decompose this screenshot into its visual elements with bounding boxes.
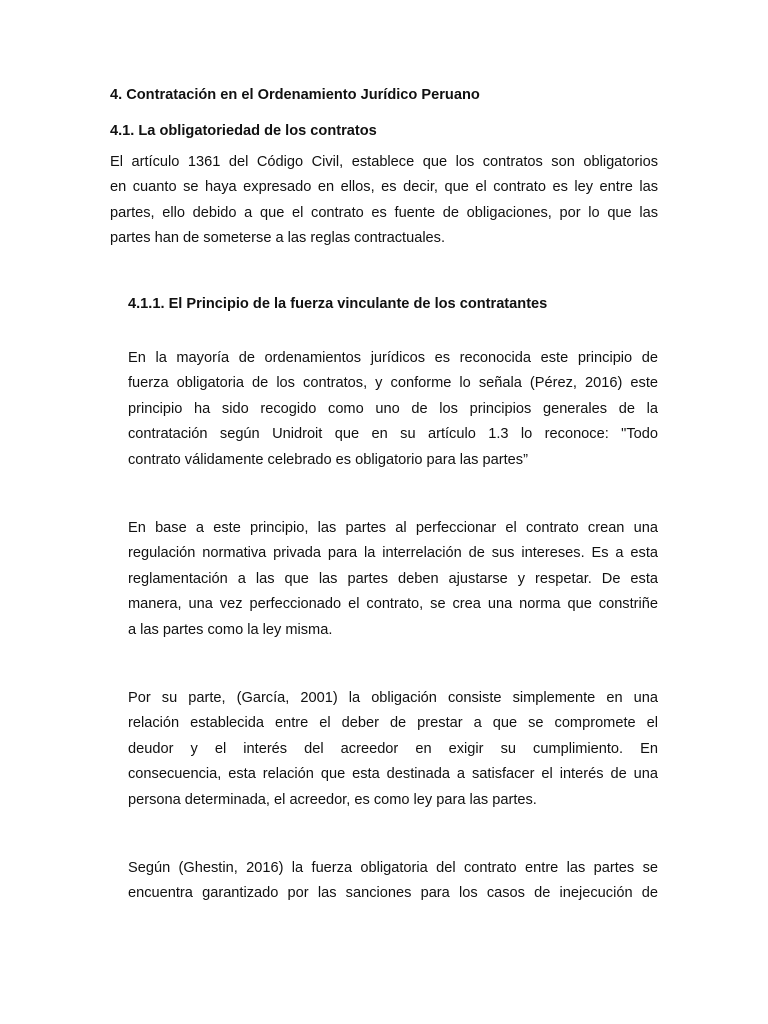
paragraph-obligatoriedad — [110, 150, 658, 252]
text-line: contratación según Unidroit que en su artículo 1.3 lo reconoce: "Todo — [128, 426, 658, 443]
paragraph-base-principio — [128, 516, 658, 643]
text-line: Por su parte, (García, 2001) la obligación consiste simplemente en una — [128, 690, 658, 706]
text-line: En la mayoría de ordenamientos jurídicos es reconocida este principio de — [128, 350, 658, 366]
text-line: consecuencia, esta relación que esta destinada a satisfacer el interés de una — [128, 766, 658, 783]
subsubsection-heading: 4.1.1. El Principio de la fuerza vinculante de los contratantes — [128, 296, 548, 312]
text-line: En base a este principio, las partes al perfeccionar el contrato crean una — [128, 520, 658, 536]
text-line: contrato válidamente celebrado es obligatorio para las partes” — [128, 451, 528, 468]
section-heading: 4. Contratación en el Ordenamiento Jurídico Peruano — [110, 87, 480, 103]
text-line: manera, una vez perfeccionado el contrato, se crea una norma que constriñe — [128, 596, 658, 613]
text-line: encuentra garantizado por las sanciones para los casos de inejecución de — [128, 885, 658, 902]
text-line: deudor y el interés del acreedor en exigir su cumplimiento. En — [128, 740, 658, 757]
text-line: El artículo 1361 del Código Civil, establece que los contratos son obligatorios — [110, 154, 658, 170]
text-line: en cuanto se haya expresado en ellos, es decir, que el contrato es ley entre las — [110, 179, 658, 196]
text-line: persona determinada, el acreedor, es como ley para las partes. — [128, 791, 537, 808]
text-line: Según (Ghestin, 2016) la fuerza obligatoria del contrato entre las partes se — [128, 860, 658, 876]
text-line: fuerza obligatoria de los contratos, y conforme lo señala (Pérez, 2016) este — [128, 375, 658, 392]
text-line: relación establecida entre el deber de prestar a que se compromete el — [128, 715, 658, 732]
text-line: reglamentación a las que las partes deben ajustarse y respetar. De esta — [128, 570, 658, 587]
paragraph-garcia — [128, 686, 658, 813]
text-line: principio ha sido recogido como uno de los principios generales de la — [128, 400, 658, 417]
text-line: a las partes como la ley misma. — [128, 621, 333, 638]
paragraph-principio — [128, 346, 658, 473]
text-line: regulación normativa privada para la interrelación de sus intereses. Es a esta — [128, 545, 658, 562]
paragraph-ghestin — [128, 856, 658, 907]
text-line: partes, ello debido a que el contrato es fuente de obligaciones, por lo que las — [110, 204, 658, 221]
subsection-heading: 4.1. La obligatoriedad de los contratos — [110, 123, 377, 139]
text-line: partes han de someterse a las reglas contractuales. — [110, 230, 446, 247]
